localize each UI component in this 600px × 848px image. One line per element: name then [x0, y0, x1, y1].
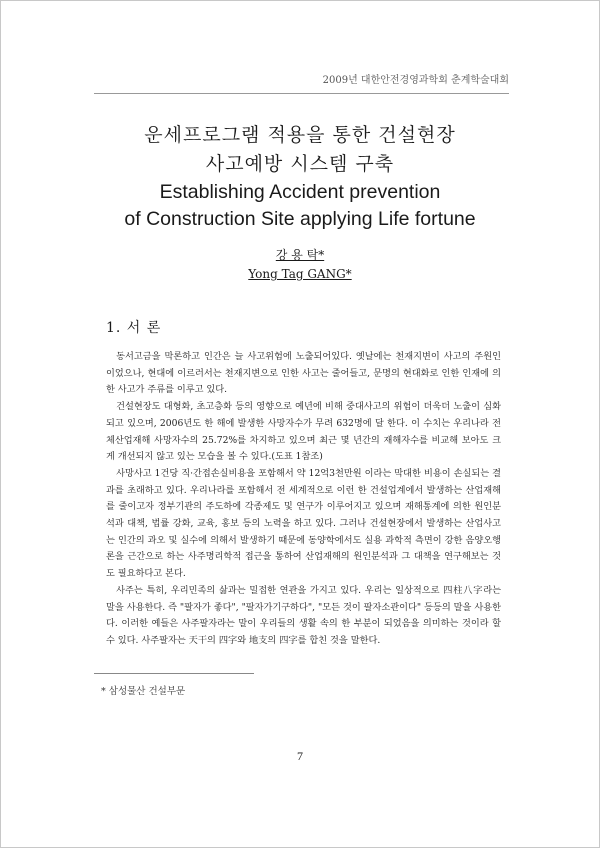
title-korean-line-1: 운세프로그램 적용을 통한 건설현장 — [144, 124, 456, 146]
header-rule — [94, 93, 509, 94]
paragraph: 사주는 특히, 우리민족의 삶과는 밀접한 연관을 가지고 있다. 우리는 일상적으로 四柱八字라는 말을 사용한다. 즉 "팔자가 좋다", "팔자가기구하다", "모든 것이 팔자소관이다" 등등의 말을 사용한다. 이러한 예들은 사주팔자라는 말이 우리들의 생활 속의 한 부분이 되었음을 의미하는 것이라 할 수 있다. 사주팔자는 天干의 四字와 地支의 四字를 합친 것을 말한다. — [106, 584, 501, 646]
body-text — [106, 349, 501, 650]
author-korean: 강 용 탁* — [275, 248, 325, 262]
title-english-line-2: of Construction Site applying Life fortune — [124, 208, 476, 230]
footnote-rule — [94, 673, 254, 674]
paragraph: 동서고금을 막론하고 인간은 늘 사고위험에 노출되어있다. 옛날에는 천재지변이 사고의 주원인 이었으나, 현대에 이르러서는 천재지변으로 인한 사고는 줄어들고, 문명의 현대화로 인한 인재에 의한 사고가 주류를 이루고 있다. — [106, 351, 501, 396]
title-block — [1, 121, 599, 233]
section-heading: 1. 서 론 — [106, 320, 162, 336]
title-english-line-1: Establishing Accident prevention — [159, 181, 441, 203]
title-korean-line-2: 사고예방 시스템 구축 — [205, 153, 395, 175]
footnote: * 삼성물산 건설부문 — [101, 686, 186, 697]
page-number: 7 — [297, 749, 303, 763]
author-english: Yong Tag GANG* — [248, 267, 352, 281]
paragraph: 사망사고 1건당 직·간접손실비용을 포함해서 약 12억3천만원 이라는 막대한 비용이 손실되는 결과를 초래하고 있다. 우리나라를 포함해서 전 세계적으로 이런 한 건설업계에서 발생하는 산업재해를 줄이고자 정부기관의 주도하에 각종제도 및 연구가 이루어지고 있으며 재해통계에 의한 원인분석과 대책, 법률 강화, 교육, 홍보 등의 노력을 하고 있다. 그러나 건설현장에서 발생하는 산업사고는 인간의 과오 및 실수에 의해서 발생하기 때문에 동양학에서도 실용 과학적 측면이 강한 음양오행론을 근간으로 하는 사주명리학적 접근을 통하여 산업재해의 원인분석과 그 대책을 연구해보는 것도 필요하다고 본다. — [106, 467, 501, 580]
conference-header: 2009년 대한안전경영과학회 춘계학술대회 — [322, 75, 509, 86]
author-block — [1, 246, 599, 284]
paragraph: 건설현장도 대형화, 초고층화 등의 영향으로 예년에 비해 중대사고의 위험이 더욱더 노출이 심화되고 있으며, 2006년도 한 해에 발생한 사망자수가 무려 632명에 달 한다. 이 수치는 우리나라 전체산업재해 사망자수의 25.72%를 차지하고 있으며 최근 몇 년간의 재해자수를 비교해 보아도 크게 개선되지 않고 있는 모습을 볼 수 있다.(도표 1참조) — [106, 401, 501, 463]
